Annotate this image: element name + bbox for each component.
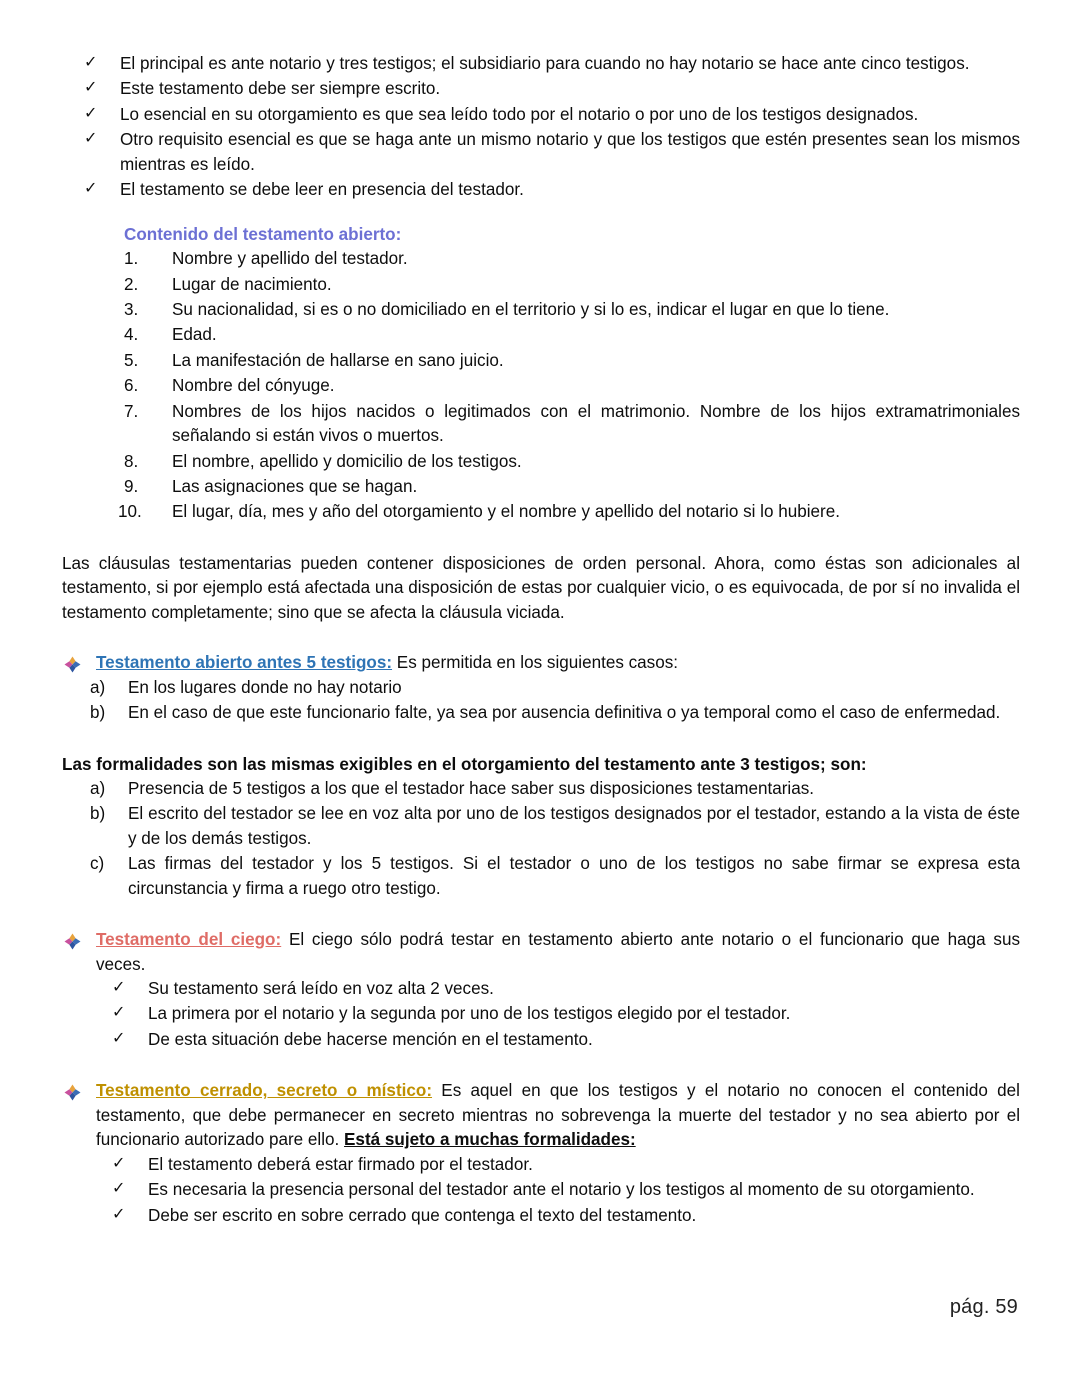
list-marker: 3. xyxy=(124,299,139,319)
list-item xyxy=(62,103,1020,127)
top-checklist xyxy=(62,52,1020,203)
cross-arrow-bullet-icon xyxy=(64,1084,81,1108)
check-icon: ✓ xyxy=(84,104,98,122)
list-item xyxy=(62,247,1020,271)
list-item xyxy=(62,77,1020,101)
check-icon: ✓ xyxy=(84,130,98,148)
list-item xyxy=(62,701,1020,725)
list-item-text: Edad. xyxy=(172,325,217,345)
list-item-text: Presencia de 5 testigos a los que el testador hace saber sus disposiciones testamentarias. xyxy=(128,778,815,798)
testamento-cerrado-checklist xyxy=(62,1153,1020,1228)
list-marker: 5. xyxy=(124,350,139,370)
formalidades-heading: Las formalidades son las mismas exigibles en el otorgamiento del testamento ante 3 testigos; son: xyxy=(62,754,867,774)
list-item xyxy=(62,676,1020,700)
testamento-ciego-lead: El ciego sólo podrá testar en testamento abierto ante notario o el funcionario que haga sus veces. xyxy=(96,930,1020,974)
list-item-text: Nombre del cónyuge. xyxy=(172,376,335,396)
list-item xyxy=(62,178,1020,202)
list-item-text: Lugar de nacimiento. xyxy=(172,274,332,294)
list-marker: 6. xyxy=(124,376,139,396)
list-item xyxy=(62,777,1020,801)
spacer xyxy=(62,902,1020,928)
check-icon: ✓ xyxy=(84,54,98,71)
spacer xyxy=(62,1053,1020,1079)
list-item-text: La primera por el notario y la segunda por uno de los testigos elegido por el testador. xyxy=(148,1004,791,1024)
list-item xyxy=(62,349,1020,373)
list-item-text: El principal es ante notario y tres testigos; el subsidiario para cuando no hay notario se hace ante cinco testigos. xyxy=(120,54,970,73)
spacer xyxy=(62,727,1020,753)
list-marker: 8. xyxy=(124,451,139,471)
list-item-text: El testamento se debe leer en presencia del testador. xyxy=(120,180,524,200)
testamento-ciego-checklist xyxy=(62,977,1020,1052)
list-item-text: Debe ser escrito en sobre cerrado que contenga el texto del testamento. xyxy=(148,1205,697,1225)
list-item-text: Lo esencial en su otorgamiento es que sea leído todo por el notario o por uno de los testigos designados. xyxy=(120,104,919,124)
check-icon: ✓ xyxy=(112,1205,126,1223)
list-item-text: Otro requisito esencial es que se haga ante un mismo notario y que los testigos que estén presentes sean los mismos mientras es leído. xyxy=(120,130,1020,174)
list-item-text: De esta situación debe hacerse mención en el testamento. xyxy=(148,1029,593,1049)
list-item xyxy=(62,1153,1020,1177)
document-body xyxy=(62,52,1020,1228)
list-item-text: Es necesaria la presencia personal del testador ante el notario y los testigos al momento de su otorgamiento. xyxy=(148,1180,975,1200)
check-icon: ✓ xyxy=(112,1004,126,1022)
abierto-5-testigos-heading-block xyxy=(62,651,1020,675)
testamento-ciego-heading: Testamento del ciego: xyxy=(96,930,282,950)
list-item xyxy=(62,977,1020,1001)
list-marker: c) xyxy=(90,854,105,874)
list-item-text: Este testamento debe ser siempre escrito. xyxy=(120,79,441,99)
check-icon: ✓ xyxy=(112,979,126,996)
abierto-5-testigos-list xyxy=(62,676,1020,726)
list-item-text: El lugar, día, mes y año del otorgamiento y el nombre y apellido del notario si lo hubiere. xyxy=(172,502,840,522)
list-item xyxy=(62,273,1020,297)
list-item xyxy=(62,52,1020,76)
check-icon: ✓ xyxy=(112,1154,126,1172)
list-marker: a) xyxy=(90,677,106,697)
testamento-cerrado-heading-block xyxy=(62,1079,1020,1152)
testamento-cerrado-lead-bold: Está sujeto a muchas formalidades: xyxy=(344,1130,636,1150)
list-item-text: Las firmas del testador y los 5 testigos. Si el testador o uno de los testigos no sabe firmar se expresa esta circunstancia y firma a ruego otro testigo. xyxy=(128,854,1020,898)
abierto-5-testigos-lead: Es permitida en los siguientes casos: xyxy=(392,653,679,673)
list-item-text: En los lugares donde no hay notario xyxy=(128,677,402,697)
abierto-5-testigos-heading: Testamento abierto antes 5 testigos: xyxy=(96,653,393,673)
list-item xyxy=(62,374,1020,398)
check-icon: ✓ xyxy=(84,79,98,97)
list-marker: 7. xyxy=(124,401,139,421)
list-marker: b) xyxy=(90,703,106,723)
list-marker: 10. xyxy=(118,502,142,522)
list-item xyxy=(62,1028,1020,1052)
clausulas-paragraph: Las cláusulas testamentarias pueden contener disposiciones de orden personal. Ahora, como éstas son adicionales al testamento, si por ejemplo está afectada una disposición de estas por cualquier vicio, o es equivocada, de por sí no invalida el testamento completamente; sino que se afecta la cláusula viciada. xyxy=(62,553,1020,622)
list-item xyxy=(62,323,1020,347)
list-marker: 9. xyxy=(124,477,139,496)
list-marker: b) xyxy=(90,804,106,824)
list-item xyxy=(62,128,1020,177)
contenido-numbered-list xyxy=(62,247,1020,525)
list-item xyxy=(62,1178,1020,1202)
list-item xyxy=(62,500,1020,524)
section-heading-contenido: Contenido del testamento abierto: xyxy=(124,224,402,244)
testamento-cerrado-heading: Testamento cerrado, secreto o místico: xyxy=(96,1081,433,1101)
list-item xyxy=(62,1002,1020,1026)
list-item-text: El nombre, apellido y domicilio de los testigos. xyxy=(172,451,522,471)
cross-arrow-bullet-icon xyxy=(64,933,81,957)
list-item-text: Su nacionalidad, si es o no domiciliado en el territorio y si lo es, indicar el lugar en que lo tiene. xyxy=(172,299,890,319)
list-item-text: El testamento deberá estar firmado por el testador. xyxy=(148,1154,533,1174)
list-item-text: El escrito del testador se lee en voz alta por uno de los testigos designados por el testador, estando a la vista de éste y de los demás testigos. xyxy=(128,804,1020,848)
testamento-cerrado-lead: Es aquel en que los testigos y el notario no conocen el contenido del testamento, que debe permanecer en secreto mientras no sobrevenga la muerte del testador y no sea abierto por el funcionario autorizado pare ello. xyxy=(96,1081,1020,1150)
check-icon: ✓ xyxy=(84,180,98,198)
list-marker: 4. xyxy=(124,325,139,345)
list-marker: a) xyxy=(90,778,106,798)
list-item-text: Las asignaciones que se hagan. xyxy=(172,477,418,496)
list-item-text: Su testamento será leído en voz alta 2 veces. xyxy=(148,979,494,998)
list-item xyxy=(62,475,1020,499)
list-item xyxy=(62,852,1020,901)
list-item-text: En el caso de que este funcionario falte, ya sea por ausencia definitiva o ya temporal como el caso de enfermedad. xyxy=(128,703,1001,723)
list-item xyxy=(62,450,1020,474)
formalidades-list xyxy=(62,777,1020,901)
list-item-text: Nombres de los hijos nacidos o legitimados con el matrimonio. Nombre de los hijos extramatrimoniales señalando si están vivos o muertos. xyxy=(172,401,1020,446)
spacer xyxy=(62,526,1020,552)
list-marker: 2. xyxy=(124,274,139,294)
spacer xyxy=(62,625,1020,651)
check-icon: ✓ xyxy=(112,1180,126,1198)
list-item xyxy=(62,298,1020,322)
list-item xyxy=(62,802,1020,851)
list-item-text: Nombre y apellido del testador. xyxy=(172,249,408,269)
list-item-text: La manifestación de hallarse en sano juicio. xyxy=(172,350,504,370)
spacer xyxy=(62,204,1020,223)
check-icon: ✓ xyxy=(112,1029,126,1047)
testamento-ciego-heading-block xyxy=(62,928,1020,977)
list-marker: 1. xyxy=(124,249,139,269)
list-item xyxy=(62,1204,1020,1228)
list-item xyxy=(62,400,1020,449)
page-number: pág. 59 xyxy=(949,1296,1018,1318)
